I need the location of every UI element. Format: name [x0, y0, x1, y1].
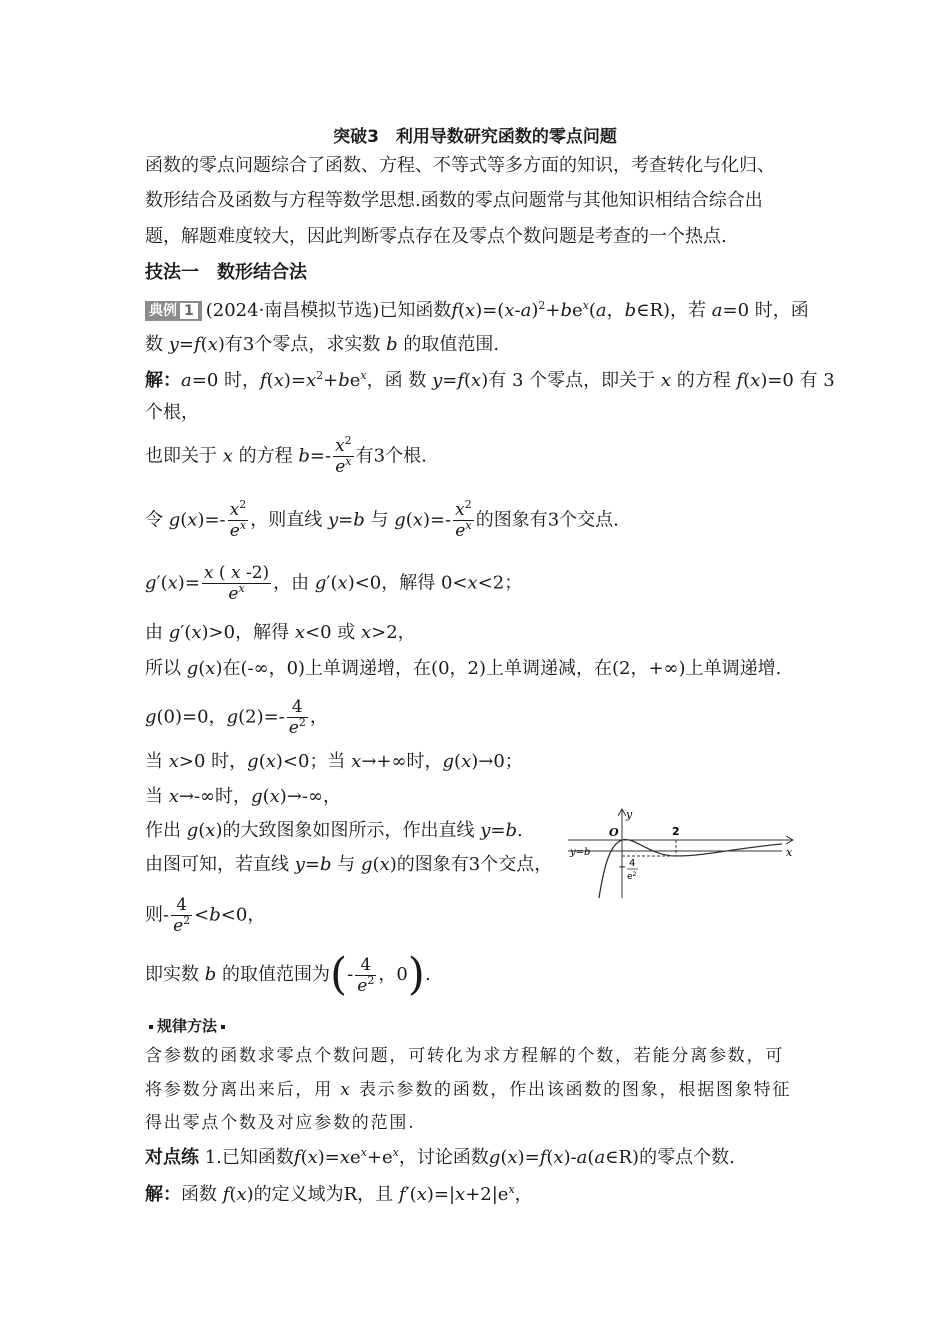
solution-line-1: 解：a=0 时，$f(x)=x^2+be^x$，函 数 y=f(x)有 3 个零点，即关于 x 的方程 f(x)=0 有 3 [145, 369, 835, 391]
solution-line-14: 即实数 b 的取值范围为(- $\frac{4}{e^2}$ ，0). [145, 949, 431, 1000]
label-2: 2 [672, 825, 680, 838]
rule-line-2: 将参数分离出来后，用 x 表示参数的函数，作出该函数的图象，根据图象特征 [145, 1080, 792, 1100]
solution-line-5: g′(x)= $\frac{x ( x -2)}{e^x}$ ，由 g′(x)<0，解得 0<x<2； [145, 563, 523, 604]
solution-line-12: 由图可知，若直线 y=b 与 g(x)的图象有3个交点， [145, 854, 553, 875]
solution-line-3: 也即关于 x 的方程 b=- $\frac{x^2}{e^x}$ 有3个根. [145, 434, 427, 477]
label-4: 4 [629, 858, 636, 869]
intro-line-2: 数形结合及函数与方程等数学思想.函数的零点问题常与其他知识相结合综合出 [145, 190, 763, 211]
example-tag: 典例 1 [145, 301, 202, 321]
example-line-1: 典例 1 (2024·南昌模拟节选)已知函数$f(x)=(x-a)^2+be^x(a$，b∈R)，若 a=0 时，函 [145, 298, 809, 324]
solution-line-13: 则- $\frac{4}{e^2}$ <b<0， [145, 895, 266, 936]
solution-line-10: 当 x→-∞时，g(x)→-∞， [145, 786, 341, 807]
rule-line-3: 得出零点个数及对应参数的范围. [145, 1113, 416, 1133]
practice-line: 对点练 1.已知函数$f(x)=xe^x+e^x$，讨论函数g(x)=f(x)-a(a∈R)的零点个数. [145, 1146, 735, 1168]
label-origin: O [609, 826, 619, 839]
method-heading: 技法一 数形结合法 [145, 262, 307, 283]
solution-line-8: g(0)=0，g(2)=- $\frac{4}{e^2}$ ， [145, 697, 328, 738]
curve-g [599, 839, 782, 898]
solution-line-4: 令 g(x)=- $\frac{x^2}{e^x}$ ，则直线 y=b 与 g(x)=- $\frac{x^2}{e^x}$ 的图象有3个交点. [145, 498, 619, 541]
example-line-2: 数 y=f(x)有3个零点，求实数 b 的取值范围. [145, 334, 500, 355]
label-y: y [626, 808, 633, 821]
page-title: 突破3 利用导数研究函数的零点问题 [333, 127, 617, 147]
solution-line-2: 个根， [145, 402, 199, 423]
solution-line-7: 所以 g(x)在(-∞，0)上单调递增，在(0，2)上单调递减，在(2，+∞)上单调递增. [145, 658, 782, 679]
label-x: x [786, 846, 793, 859]
label-minus: − [618, 862, 627, 873]
intro-line-3: 题，解题难度较大，因此判断零点存在及零点个数问题是考查的一个热点. [145, 226, 727, 247]
solution-line-6: 由 g′(x)>0，解得 x<0 或 x>2， [145, 622, 416, 643]
rule-heading: 规律方法 [145, 1013, 229, 1039]
label-y-eq-b: y=b [570, 847, 591, 858]
last-line: 解：函数 f(x)的定义域为R，且 $f'(x)=|x+2|e^x$， [145, 1183, 533, 1205]
solution-line-9: 当 x>0 时，g(x)<0；当 x→+∞时，g(x)→0； [145, 751, 523, 772]
rule-line-1: 含参数的函数求零点个数问题，可转化为求方程解的个数，若能分离参数，可 [145, 1046, 785, 1066]
solution-line-11: 作出 g(x)的大致图象如图所示，作出直线 y=b. [145, 820, 523, 841]
function-graph [566, 806, 796, 902]
label-e2: $e^2$ [627, 871, 637, 882]
intro-line-1: 函数的零点问题综合了函数、方程、不等式等多方面的知识，考查转化与化归、 [145, 155, 775, 176]
